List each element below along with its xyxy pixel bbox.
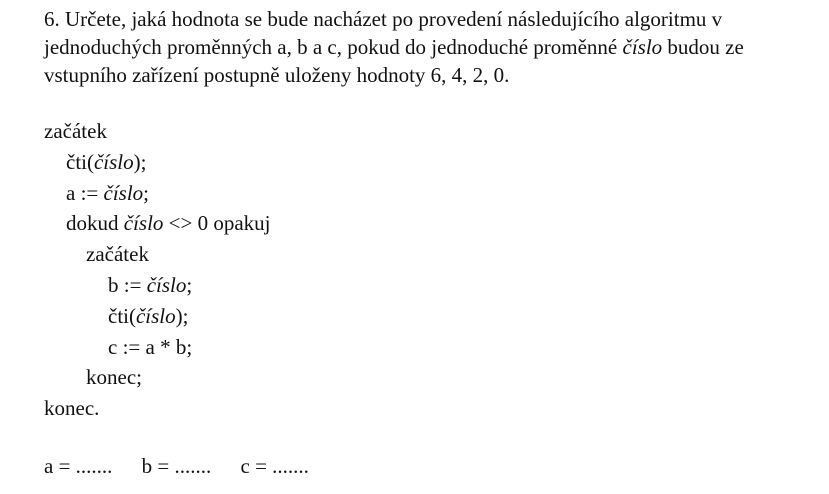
question-line-2-start: jednoduchých proměnných a, b a c, pokud do jednoduché proměnné (44, 35, 623, 59)
algo-read-first (44, 147, 271, 178)
algo-read-first-var: číslo (93, 149, 134, 174)
answer-c: c = ....... (240, 454, 309, 478)
algo-assign-b-var: číslo (146, 272, 187, 297)
question-line-1: 6. Určete, jaká hodnota se bude nacházet po provedení následujícího algoritmu v (44, 7, 723, 31)
algo-assign-a-var: číslo (103, 180, 144, 205)
algo-begin-inner: začátek (86, 242, 149, 267)
algo-read-second (44, 301, 271, 332)
algo-read-first-post: ); (133, 149, 147, 174)
algo-read-first-pre: čti( (66, 149, 94, 174)
algo-assign-a (44, 178, 271, 209)
question-line-3: vstupního zařízení postupně uloženy hodnoty 6, 4, 2, 0. (44, 63, 510, 87)
algo-assign-b (44, 270, 271, 301)
algo-begin-outer: začátek (44, 119, 107, 143)
algo-assign-b-pre: b := (108, 272, 147, 297)
answer-b: b = ....... (141, 454, 212, 478)
algo-while (44, 208, 271, 239)
algo-assign-a-post: ; (143, 180, 150, 205)
question-text (44, 5, 824, 89)
algo-read-second-pre: čti( (108, 303, 136, 328)
question-line-2 (44, 33, 824, 61)
answer-a: a = ....... (44, 454, 113, 478)
algo-read-second-post: ); (175, 303, 189, 328)
algo-read-second-var: číslo (135, 303, 176, 328)
algo-while-pre: dokud (66, 211, 124, 236)
algo-end-outer: konec. (44, 396, 100, 421)
algo-assign-a-pre: a := (66, 180, 104, 205)
variable-cislo: číslo (622, 35, 663, 59)
algo-assign-c: c := a * b; (108, 334, 193, 359)
algorithm-block (44, 116, 271, 424)
answer-blanks (44, 452, 309, 480)
algo-end-inner: konec; (86, 365, 142, 390)
algo-while-post: <> 0 opakuj (163, 211, 271, 236)
algo-assign-b-post: ; (186, 272, 193, 297)
algo-while-var: číslo (123, 211, 164, 236)
question-line-2-end: budou ze (662, 35, 744, 59)
